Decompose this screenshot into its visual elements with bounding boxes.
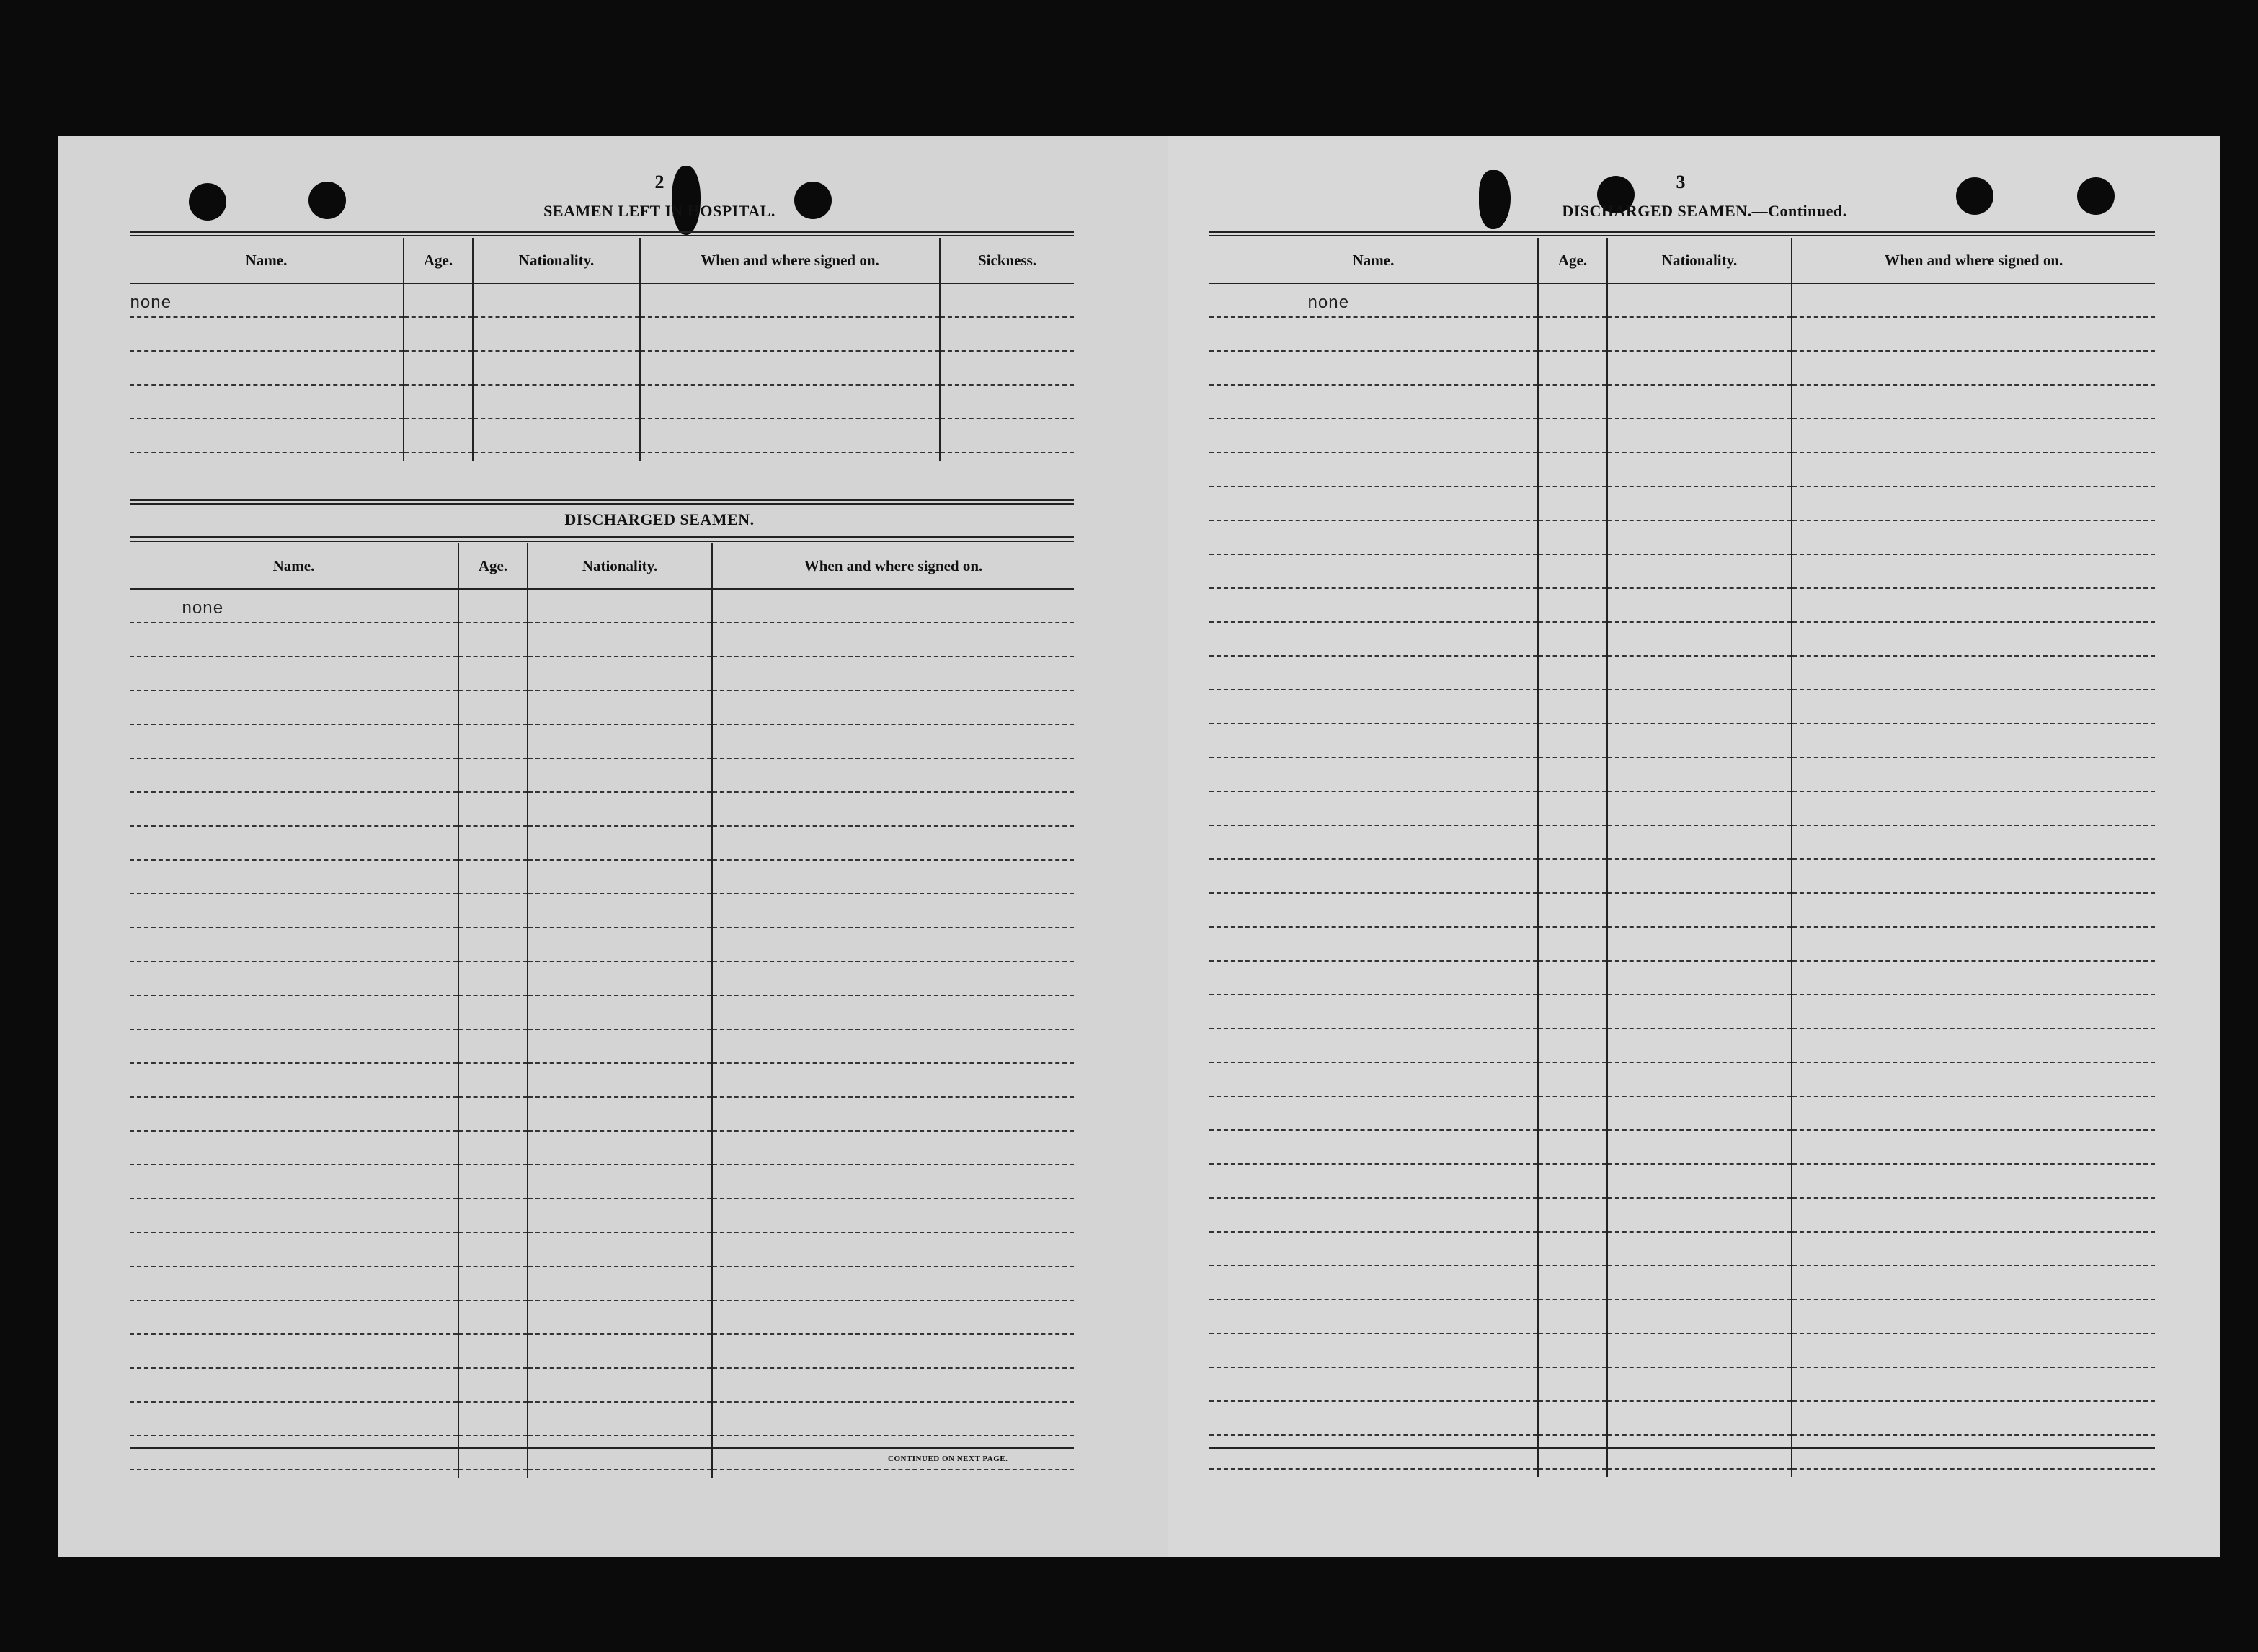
table-row — [1209, 1130, 2155, 1164]
discharged-continued-table — [1209, 238, 2155, 1477]
table-row — [130, 1097, 1074, 1131]
table-row — [130, 860, 1074, 894]
punch-hole — [308, 182, 346, 219]
table-row — [130, 690, 1074, 724]
table-row — [130, 1470, 1074, 1478]
table-row — [1209, 385, 2155, 419]
table-row — [1209, 927, 2155, 961]
table-row — [1209, 893, 2155, 927]
table-row — [1209, 791, 2155, 825]
table-row — [130, 826, 1074, 860]
table-row — [1209, 520, 2155, 554]
punch-hole — [189, 183, 226, 221]
continued-col-age: Age. — [1538, 238, 1607, 283]
hospital-table — [130, 238, 1074, 461]
hospital-entry-sickness — [940, 283, 1074, 317]
table-row — [130, 1402, 1074, 1436]
table-row — [130, 758, 1074, 792]
table-row — [1209, 758, 2155, 791]
table-row — [1209, 588, 2155, 622]
table-row — [1209, 961, 2155, 995]
table-row — [1209, 1029, 2155, 1062]
table-row — [130, 453, 1074, 461]
table-row — [1209, 1266, 2155, 1300]
table-row — [130, 1199, 1074, 1233]
table-row — [130, 623, 1074, 657]
hospital-col-signed-on: When and where signed on. — [640, 238, 940, 283]
table-row — [130, 1165, 1074, 1199]
table-row — [130, 1131, 1074, 1165]
table-row — [1209, 1164, 2155, 1198]
continued-col-name: Name. — [1209, 238, 1538, 283]
discharged-entry-name — [130, 589, 458, 623]
page-number-left: 2 — [654, 172, 664, 192]
hospital-entry-name — [130, 283, 404, 317]
hospital-header-rule — [130, 231, 1074, 236]
table-row — [130, 1063, 1074, 1097]
table-row — [1209, 1435, 2155, 1469]
table-row — [1209, 1198, 2155, 1232]
discharged-col-nationality: Nationality. — [528, 543, 712, 589]
right-header-rule — [1209, 231, 2155, 236]
left-page-bottom-rule — [130, 1447, 1074, 1449]
table-row — [130, 792, 1074, 826]
hospital-section-title: SEAMEN LEFT IN HOSPITAL. — [543, 202, 775, 220]
table-row — [130, 589, 1074, 623]
discharged-col-name: Name. — [130, 543, 458, 589]
table-row — [1209, 1401, 2155, 1435]
hospital-col-sickness: Sickness. — [940, 238, 1074, 283]
discharged-entry-nationality — [528, 589, 712, 623]
continued-note: CONTINUED ON NEXT PAGE. — [888, 1455, 1008, 1463]
table-row — [130, 724, 1074, 758]
table-row — [1209, 1333, 2155, 1367]
continued-entry-age — [1538, 283, 1607, 317]
table-row — [130, 928, 1074, 962]
right-page-bottom-rule — [1209, 1447, 2155, 1449]
table-row — [130, 1233, 1074, 1266]
discharged-entry-signed-on — [712, 589, 1074, 623]
table-row — [1209, 317, 2155, 351]
discharged-table — [130, 543, 1074, 1478]
hospital-entry-nationality — [473, 283, 640, 317]
table-row — [130, 1266, 1074, 1300]
discharged-table-header — [130, 543, 1074, 589]
punch-hole — [1956, 177, 1993, 215]
table-row — [130, 351, 1074, 385]
table-row — [130, 1300, 1074, 1334]
discharged-entry-age — [458, 589, 528, 623]
hospital-table-header — [130, 238, 1074, 283]
discharged-header-rule — [130, 536, 1074, 542]
table-row — [130, 1334, 1074, 1368]
table-row — [1209, 1300, 2155, 1333]
entry-name-text: none — [130, 294, 172, 314]
table-row — [1209, 487, 2155, 520]
hospital-entry-signed-on — [640, 283, 940, 317]
discharged-continued-title: DISCHARGED SEAMEN.—Continued. — [1562, 202, 1847, 220]
hospital-footer-rule — [130, 499, 1074, 505]
table-row — [1209, 825, 2155, 859]
table-row — [130, 419, 1074, 453]
table-row — [130, 385, 1074, 419]
table-row — [1209, 1232, 2155, 1266]
document-sheet — [58, 136, 2220, 1557]
continued-col-nationality: Nationality. — [1607, 238, 1792, 283]
table-row — [1209, 1096, 2155, 1130]
table-row — [130, 317, 1074, 351]
table-row — [1209, 859, 2155, 893]
table-row — [130, 1436, 1074, 1470]
table-row — [130, 283, 1074, 317]
table-row — [1209, 995, 2155, 1029]
table-row — [1209, 283, 2155, 317]
discharged-section-title: DISCHARGED SEAMEN. — [564, 510, 755, 528]
table-row — [1209, 453, 2155, 487]
table-row — [1209, 690, 2155, 724]
hospital-col-nationality: Nationality. — [473, 238, 640, 283]
table-row — [1209, 622, 2155, 656]
continued-entry-signed-on — [1792, 283, 2155, 317]
table-row — [1209, 1367, 2155, 1401]
discharged-continued-header — [1209, 238, 2155, 283]
discharged-col-age: Age. — [458, 543, 528, 589]
hospital-col-name: Name. — [130, 238, 404, 283]
table-row — [130, 1368, 1074, 1402]
page-number-right: 3 — [1676, 172, 1686, 192]
punch-hole — [2077, 177, 2115, 215]
table-row — [1209, 656, 2155, 690]
continued-col-signed-on: When and where signed on. — [1792, 238, 2155, 283]
table-row — [130, 962, 1074, 995]
table-row — [1209, 419, 2155, 453]
continued-entry-nationality — [1607, 283, 1792, 317]
table-row — [1209, 724, 2155, 758]
table-row — [1209, 554, 2155, 588]
hospital-col-age: Age. — [404, 238, 473, 283]
continued-entry-name — [1209, 283, 1538, 317]
entry-name-text: none — [1307, 294, 1349, 314]
table-row — [1209, 1062, 2155, 1096]
table-row — [130, 1029, 1074, 1063]
table-row — [130, 657, 1074, 690]
discharged-col-signed-on: When and where signed on. — [712, 543, 1074, 589]
table-row — [1209, 1469, 2155, 1477]
hospital-entry-age — [404, 283, 473, 317]
entry-name-text: none — [182, 600, 223, 619]
table-row — [130, 995, 1074, 1029]
table-row — [130, 894, 1074, 928]
table-row — [1209, 351, 2155, 385]
